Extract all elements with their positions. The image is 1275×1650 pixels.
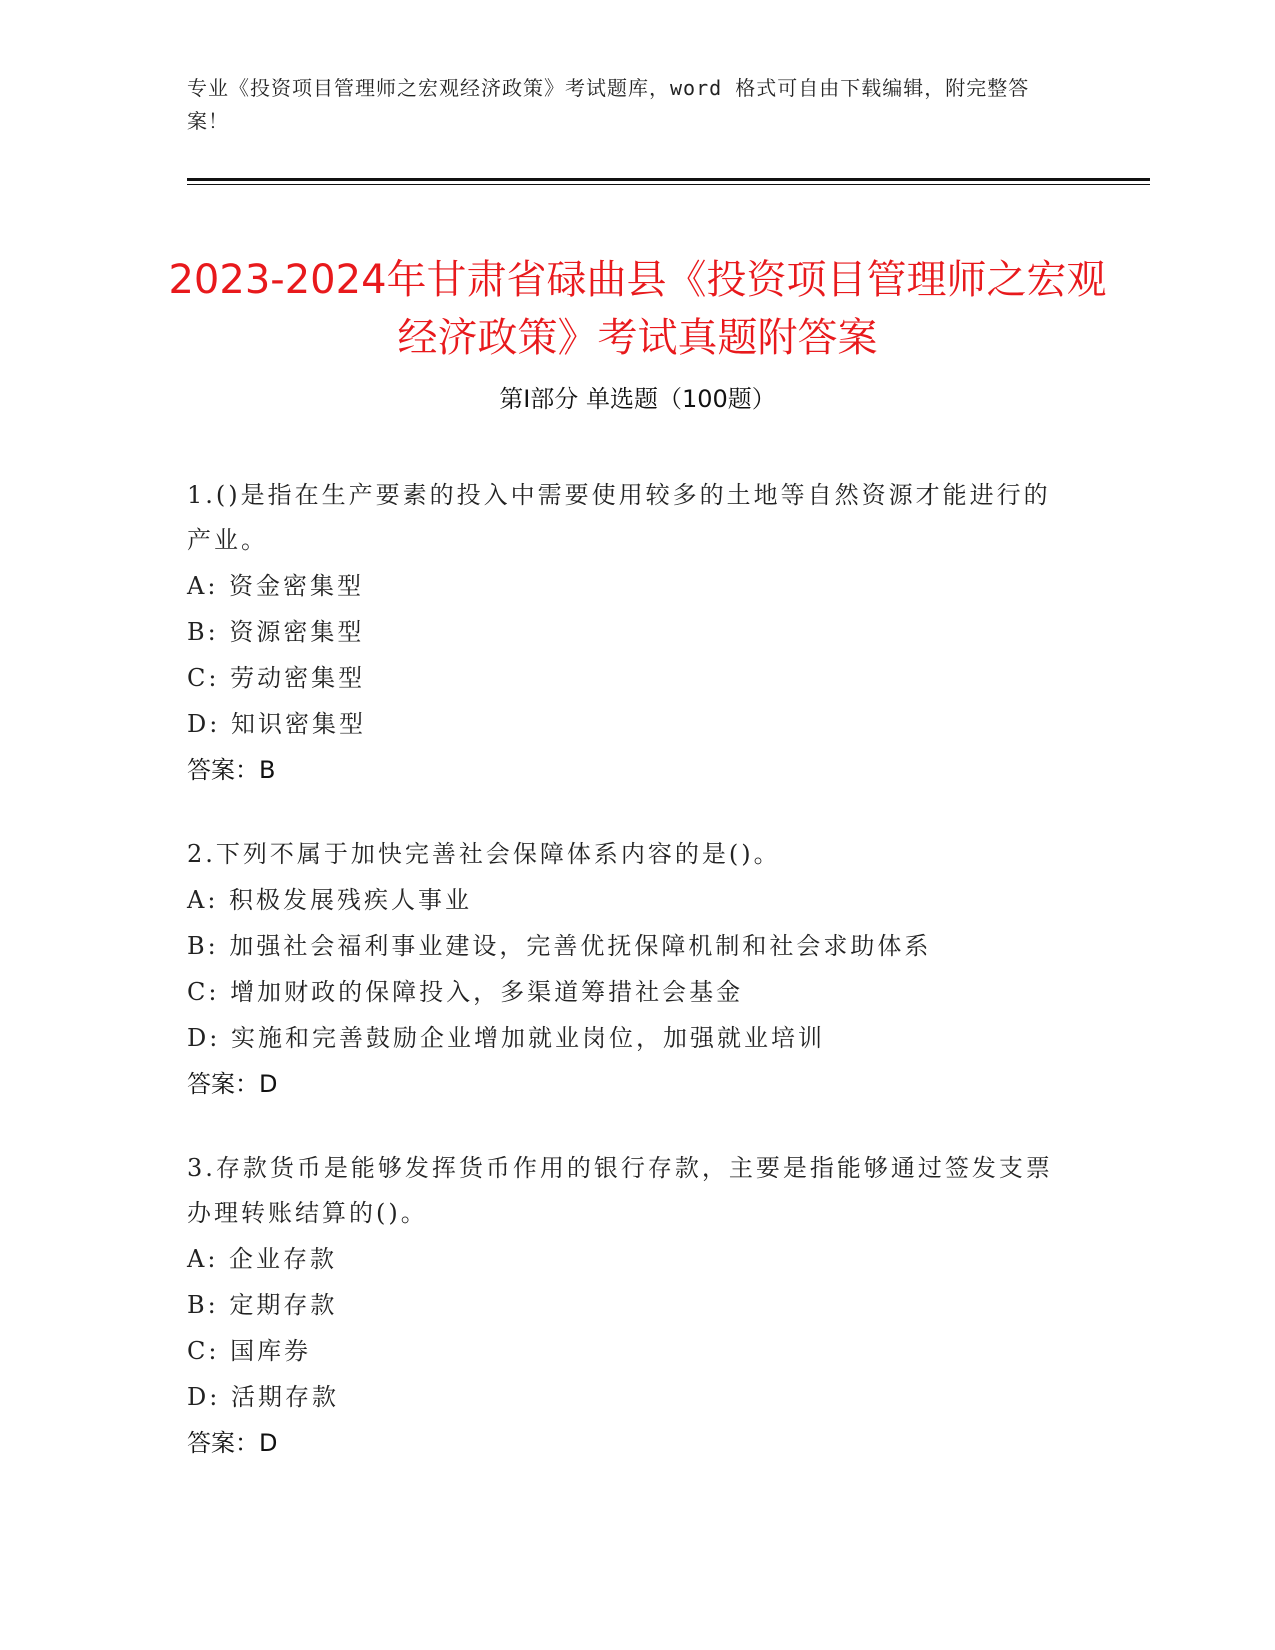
header-note: 专业《投资项目管理师之宏观经济政策》考试题库，word 格式可自由下载编辑，附完整答案！ (187, 76, 1030, 133)
answer: 答案：D (187, 1070, 278, 1098)
option-c: C: 增加财政的保障投入，多渠道筹措社会基金 (187, 978, 744, 1006)
question-list (187, 473, 1067, 1505)
option-a: A: 积极发展残疾人事业 (187, 886, 473, 914)
question-3 (187, 1146, 1067, 1466)
option-b: B: 资源密集型 (187, 618, 365, 646)
option-d: D: 实施和完善鼓励企业增加就业岗位，加强就业培训 (187, 1024, 825, 1052)
header-rule-thin (187, 184, 1150, 185)
option-a: A: 企业存款 (187, 1245, 338, 1273)
option-d: D: 知识密集型 (187, 710, 366, 738)
option-d: D: 活期存款 (187, 1383, 339, 1411)
section-title: 第Ⅰ部分 单选题（100题） (499, 385, 776, 413)
option-b: B: 加强社会福利事业建设，完善优抚保障机制和社会求助体系 (187, 932, 932, 960)
document-title: 2023-2024年甘肃省碌曲县《投资项目管理师之宏观经济政策》考试真题附答案 (168, 256, 1107, 361)
option-c: C: 劳动密集型 (187, 664, 366, 692)
question-stem: 3.存款货币是能够发挥货币作用的银行存款，主要是指能够通过签发支票办理转账结算的()。 (187, 1154, 1053, 1227)
answer: 答案：B (187, 756, 276, 784)
answer: 答案：D (187, 1429, 278, 1457)
option-b: B: 定期存款 (187, 1291, 338, 1319)
header-rule-thick (187, 178, 1150, 181)
question-stem: 2.下列不属于加快完善社会保障体系内容的是()。 (187, 840, 781, 868)
question-1 (187, 473, 1067, 793)
question-stem: 1.()是指在生产要素的投入中需要使用较多的土地等自然资源才能进行的产业。 (187, 481, 1051, 554)
option-c: C: 国库券 (187, 1337, 312, 1365)
option-a: A: 资金密集型 (187, 572, 365, 600)
question-2 (187, 832, 1067, 1107)
